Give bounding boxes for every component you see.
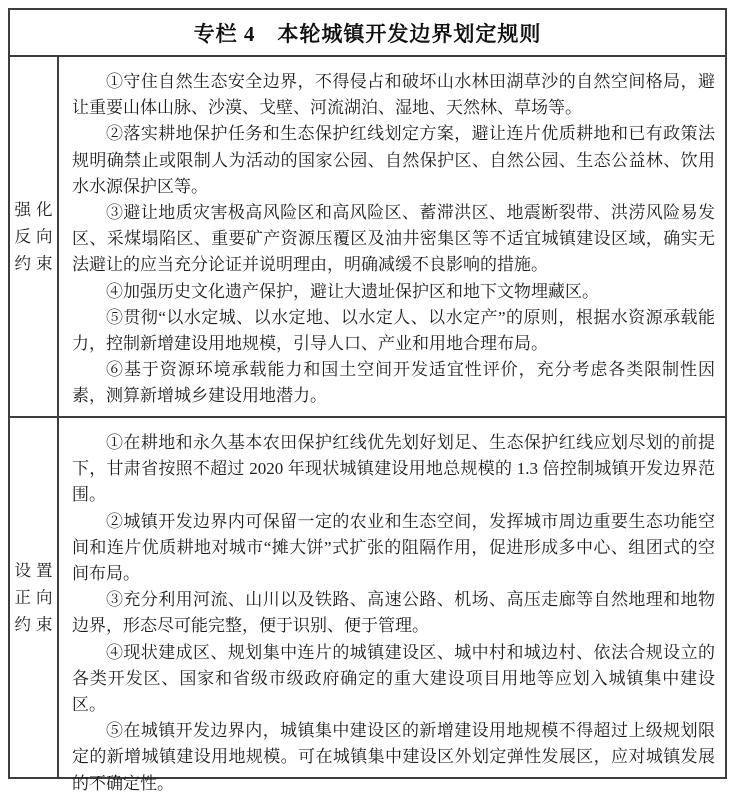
row-label-line: 约束: [14, 615, 58, 634]
rule-item: ①在耕地和永久基本农田保护红线优先划好划足、生态保护红线应划尽划的前提下，甘肃省按照不超过 2020 年现状城镇建设用地总规模的 1.3 倍控制城镇开发边界范围。: [72, 433, 715, 505]
rule-item: ⑤贯彻“以水定城、以水定地、以水定人、以水定产”的原则，根据水资源承载能力，控制新增建设用地规模，引导人口、产业和用地合理布局。: [72, 307, 715, 354]
box-body: [10, 57, 725, 793]
row-label-line: 约束: [14, 254, 58, 273]
rule-item: ④现状建成区、规划集中连片的城镇建设区、城中村和城边村、依法合规设立的各类开发区、国家和省级市级政府确定的重大建设项目用地等应划入城镇集中建设区。: [72, 642, 715, 715]
box-title: 专栏 4 本轮城镇开发边界划定规则: [10, 10, 725, 57]
row-label: [10, 57, 59, 416]
row-label: [10, 418, 59, 777]
rule-item: ②城镇开发边界内可保留一定的农业和生态空间，发挥城市周边重要生态功能空间和连片优质耕地对城市“摊大饼”式扩张的阻隔作用，促进形成多中心、组团式的空间布局。: [72, 511, 715, 584]
rule-item: ①守住自然生态安全边界，不得侵占和破坏山水林田湖草沙的自然空间格局，避让重要山体山脉、沙漠、戈壁、河流湖泊、湿地、天然林、草场等。: [72, 72, 715, 118]
rule-item: ④加强历史文化遗产保护，避让大遗址保护区和地下文物埋藏区。: [106, 281, 599, 301]
constraint-row: [10, 416, 725, 793]
row-label-line: 反向: [14, 227, 58, 246]
row-content: [59, 57, 725, 416]
rule-item: ③避让地质灾害极高风险区和高风险区、蓄滞洪区、地震断裂带、洪涝风险易发区、采煤塌陷区、重要矿产资源压覆区及油井密集区等不适宜城镇建设区域，确实无法避让的应当充分论证并说明理由，明确减缓不良影响的措施。: [72, 203, 715, 275]
rule-item: ⑥基于资源环境承载能力和国土空间开发适宜性评价，充分考虑各类限制性因素，测算新增城乡建设用地潜力。: [72, 360, 715, 406]
rule-item: ⑤在城镇开发边界内，城镇集中建设区的新增建设用地规模不得超过上级规划限定的新增城镇建设用地规模。可在城镇集中建设区外划定弹性发展区，应对城镇发展的不确定性。: [72, 721, 715, 793]
column-box: [8, 8, 727, 793]
constraint-row: [10, 57, 725, 416]
row-label-line: 设置: [14, 561, 58, 580]
row-content: [59, 418, 725, 793]
rule-item: ③充分利用河流、山川以及铁路、高速公路、机场、高压走廊等自然地理和地物边界，形态尽可能完整，便于识别、便于管理。: [72, 590, 715, 636]
rule-item: ②落实耕地保护任务和生态保护红线划定方案，避让连片优质耕地和已有政策法规明确禁止或限制人为活动的国家公园、自然保护区、自然公园、生态公益林、饮用水水源保护区等。: [72, 124, 715, 196]
row-label-line: 正向: [14, 588, 58, 607]
row-label-line: 强化: [14, 200, 58, 219]
